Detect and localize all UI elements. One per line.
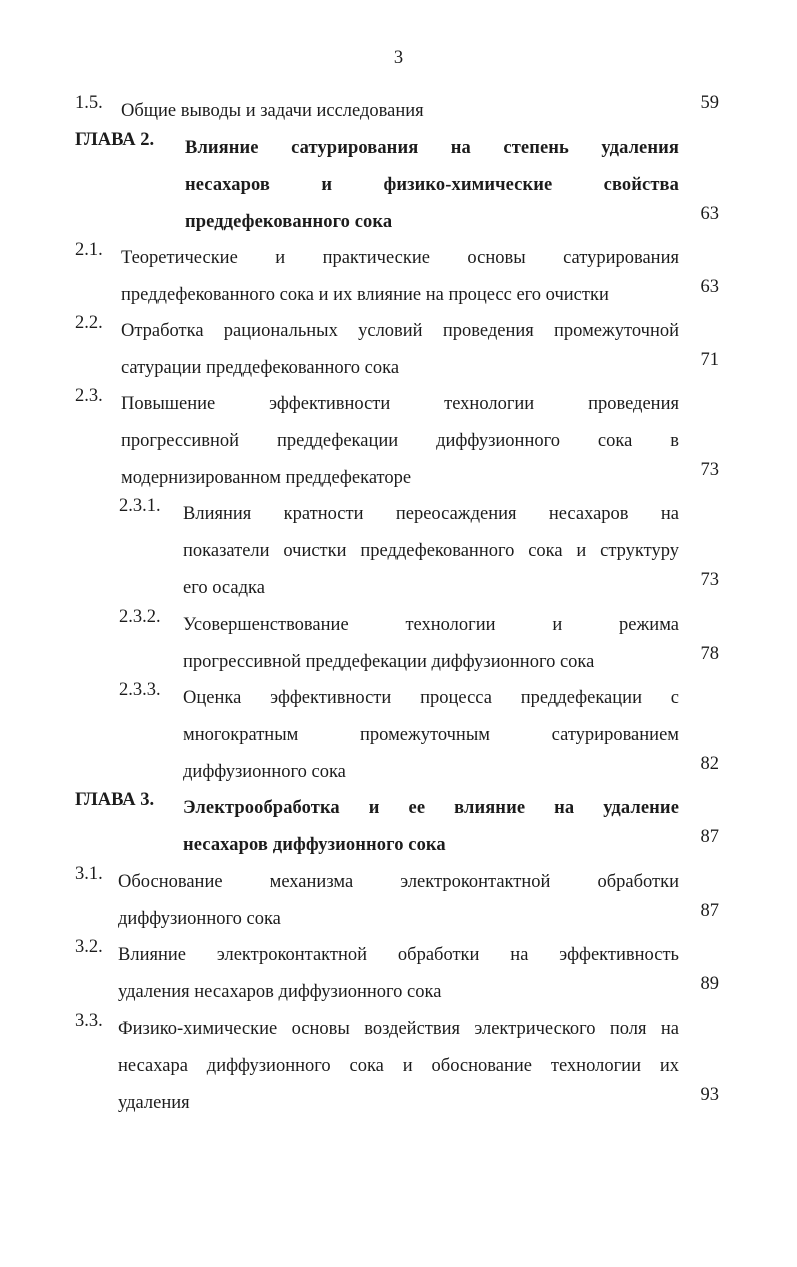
toc-entry-title <box>121 386 679 496</box>
toc-entry-number: 2.1. <box>75 240 103 260</box>
toc-entry-number: 2.2. <box>75 313 103 333</box>
toc-entry-page: 78 <box>700 643 719 664</box>
toc-entry-title <box>183 607 679 681</box>
toc-entry-2-3-3 <box>119 680 797 790</box>
toc-title-line: Повышение эффективности технологии проведения <box>121 394 679 414</box>
toc-title-line: Влияние электроконтактной обработки на эффективность <box>118 945 679 965</box>
toc-entry-2-1 <box>75 240 797 314</box>
toc-chapter-title <box>185 130 679 240</box>
toc-title-line: преддефекованного сока <box>185 211 393 232</box>
toc-entry-page: 89 <box>700 973 719 994</box>
toc-entry-number: 3.3. <box>75 1011 103 1031</box>
toc-entry-page: 87 <box>700 826 719 847</box>
toc-title-line: удаления несахаров диффузионного сока <box>118 981 442 1002</box>
toc-entry-title <box>183 496 679 606</box>
toc-entry-number: 2.3.3. <box>119 680 161 700</box>
toc-title-line: Теоретические и практические основы сатурирования <box>121 248 679 268</box>
toc-entry-page: 73 <box>700 459 719 480</box>
toc-entry-title <box>121 240 679 314</box>
toc-title-line: модернизированном преддефекаторе <box>121 467 412 488</box>
toc-title-line: Оценка эффективности процесса преддефекации с <box>183 688 679 708</box>
toc-entry-2-3-2 <box>119 607 797 681</box>
toc-entry-2-2 <box>75 313 797 387</box>
toc-title-line: Общие выводы и задачи исследования <box>121 101 424 121</box>
toc-entry-3-1 <box>75 864 797 938</box>
toc-entry-number: 2.3.2. <box>119 607 161 627</box>
toc-entry-title <box>118 864 679 938</box>
toc-entry-title <box>121 93 679 130</box>
toc-chapter-3 <box>75 790 797 864</box>
toc-entry-page: 63 <box>700 203 719 224</box>
toc-title-line: его осадка <box>183 577 265 598</box>
toc-chapter-number: ГЛАВА 2. <box>75 130 155 150</box>
toc-entry-number: 2.3.1. <box>119 496 161 516</box>
toc-title-line: удаления <box>118 1092 190 1113</box>
toc-entry-title <box>121 313 679 387</box>
toc-title-line: несахаров и физико-химические свойства <box>185 174 679 195</box>
toc-entry-page: 87 <box>700 900 719 921</box>
toc-title-line: прогрессивной преддефекации диффузионного сока в <box>121 430 679 451</box>
toc-entry-2-3-1 <box>119 496 797 606</box>
toc-title-line: преддефекованного сока и их влияние на процесс его очистки <box>121 284 609 305</box>
toc-entry-3-2 <box>75 937 797 1011</box>
toc-title-line: несахаров диффузионного сока <box>183 834 446 855</box>
toc-entry-title <box>118 937 679 1011</box>
toc-entry-3-3 <box>75 1011 797 1121</box>
page-number: 3 <box>393 48 404 68</box>
toc-entry-2-3 <box>75 386 797 496</box>
toc-title-line: диффузионного сока <box>118 908 281 929</box>
toc-title-line: многократным промежуточным сатурированием <box>183 724 679 745</box>
toc-entry-page: 59 <box>700 93 719 113</box>
toc-title-line: Электрообработка и ее влияние на удаление <box>183 798 679 818</box>
toc-title-line: Физико-химические основы воздействия электрического поля на <box>118 1019 679 1039</box>
toc-entry-1-5 <box>75 93 797 130</box>
toc-entry-title <box>183 680 679 790</box>
toc-title-line: показатели очистки преддефекованного сока и структуру <box>183 540 679 561</box>
toc-entry-page: 82 <box>700 753 719 774</box>
toc-title-line: сатурации преддефекованного сока <box>121 357 400 378</box>
toc-title-line: Влияние сатурирования на степень удаления <box>185 138 679 158</box>
toc-entry-title <box>118 1011 679 1121</box>
toc-chapter-2 <box>75 130 797 240</box>
toc-chapter-number: ГЛАВА 3. <box>75 790 155 810</box>
toc-title-line: несахара диффузионного сока и обоснование технологии их <box>118 1055 679 1076</box>
toc-title-line: Усовершенствование технологии и режима <box>183 615 679 635</box>
toc-chapter-title <box>183 790 679 864</box>
toc-entry-number: 3.1. <box>75 864 103 884</box>
toc-entry-page: 63 <box>700 276 719 297</box>
toc-entry-number: 1.5. <box>75 93 103 113</box>
toc-entry-number: 3.2. <box>75 937 103 957</box>
toc-entry-page: 73 <box>700 569 719 590</box>
toc-entry-page: 71 <box>700 349 719 370</box>
toc-title-line: Отработка рациональных условий проведения промежуточной <box>121 321 679 341</box>
toc-title-line: диффузионного сока <box>183 761 346 782</box>
toc-entry-number: 2.3. <box>75 386 103 406</box>
toc-title-line: Обоснование механизма электроконтактной обработки <box>118 872 679 892</box>
toc-title-line: Влияния кратности переосаждения несахаров на <box>183 504 679 524</box>
toc-entry-page: 93 <box>700 1084 719 1105</box>
toc-title-line: прогрессивной преддефекации диффузионного сока <box>183 651 595 672</box>
